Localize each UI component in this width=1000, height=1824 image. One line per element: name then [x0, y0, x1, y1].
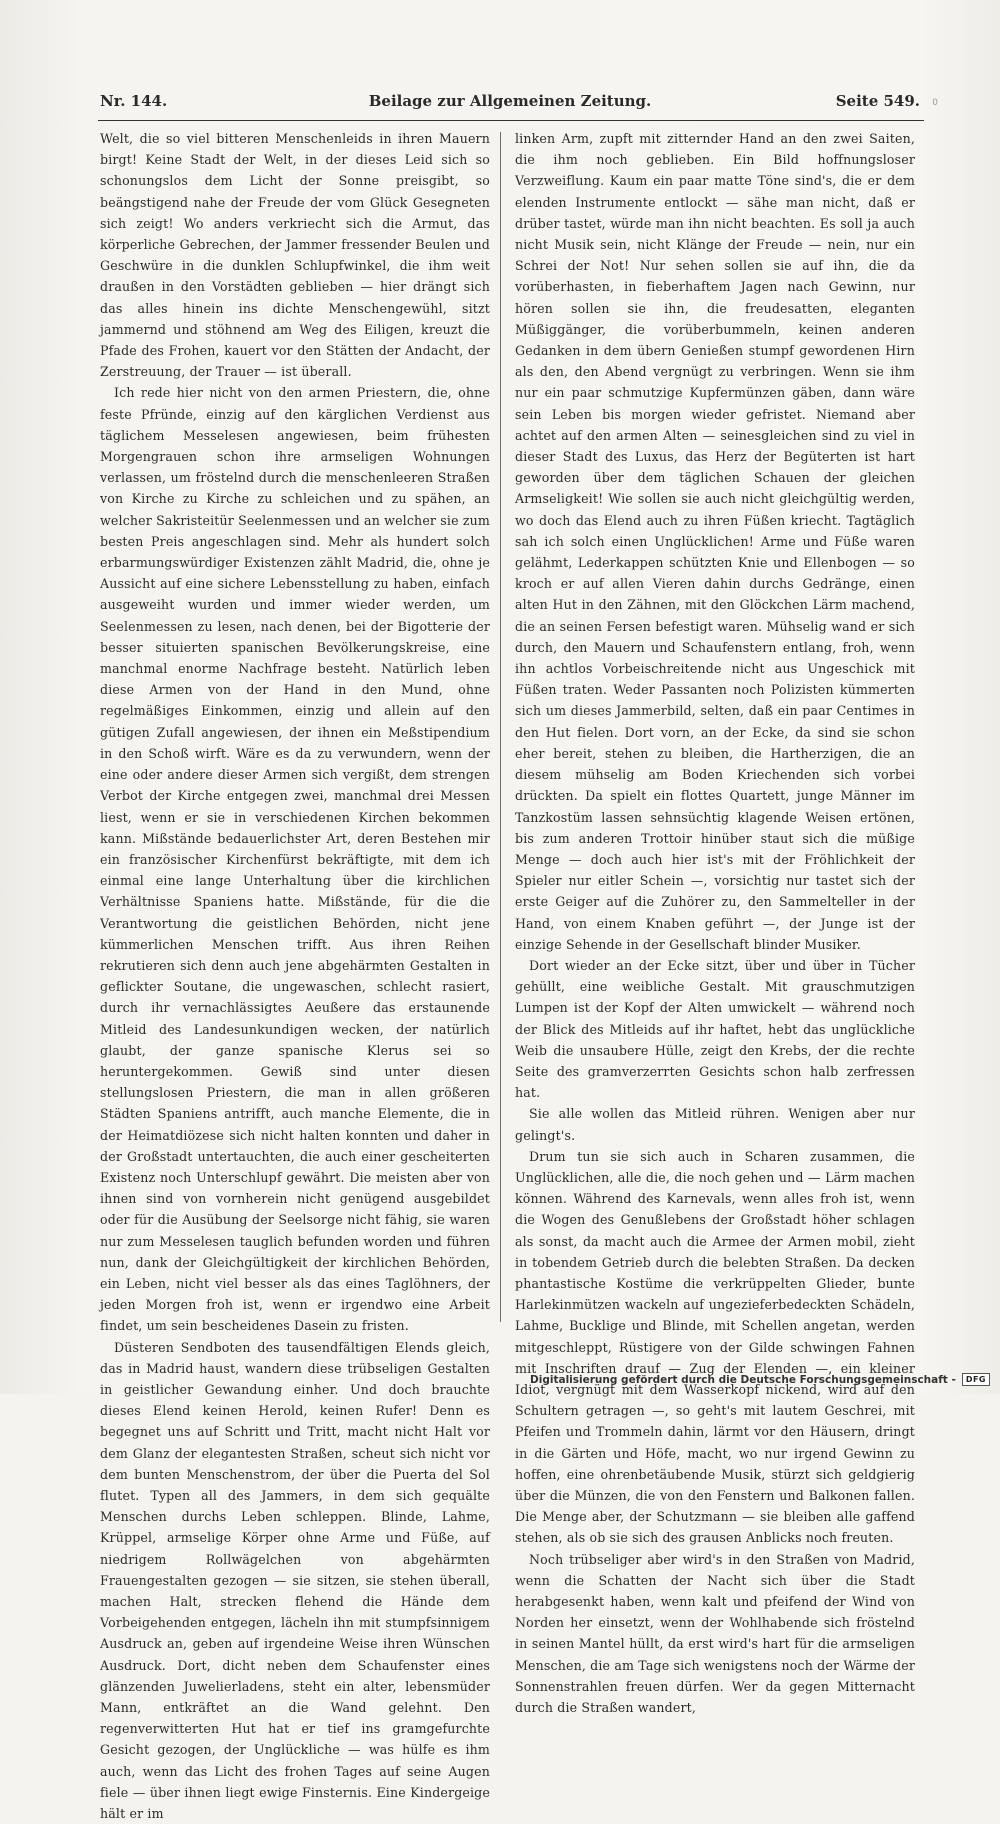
- issue-number: Nr. 144.: [100, 92, 168, 110]
- paragraph: Welt, die so viel bitteren Menschenleids in ihren Mauern birgt! Keine Stadt der Welt, in der dieses Leid sich so schonungslos dem Licht der Sonne preisgibt, so beängstigend nahe der Freude der vom Glück Gesegneten sich zeigt! Wo anders verkriecht sich die Armut, das körperliche Gebrechen, der Jammer fressender Beulen und Geschwüre in die dunklen Schlupfwinkel, die ihm weit draußen in den Vorstädten geblieben — hier drängt sich das alles hinein ins dichte Menschengewühl, sitzt jammernd und stöhnend am Weg des Eiligen, kreuzt die Pfade des Frohen, kauert vor den Stätten der Andacht, der Zerstreuung, der Trauer — ist überall.: [100, 131, 490, 380]
- left-column: [100, 128, 490, 1822]
- page-number: Seite 549.: [835, 92, 920, 110]
- digitization-footer: [530, 1373, 990, 1386]
- paragraph: Düsteren Sendboten des tausendfältigen Elends gleich, das in Madrid haust, wandern diese trübseligen Gestalten in geistlicher Gewandung einher. Und doch brauchte dieses Elend keinen Herold, keinen Rufer! Denn es begegnet uns auf Schritt und Tritt, macht nicht Halt vor dem Glanz der elegantesten Straßen, scheut sich nicht vor dem bunten Menschenstrom, der über die Puerta del Sol flutet. Typen all des Jammers, in dem sich gequälte Menschen durchs Leben schleppen. Blinde, Lahme, Krüppel, armselige Körper ohne Arme und Füße, auf niedrigem Rollwägelchen von abgehärmten Frauengestalten gezogen — sie sitzen, sie stehen überall, machen Halt, strecken flehend die Hände dem Vorbeigehenden entgegen, lächeln ihn mit stumpfsinnigem Ausdruck an, geben auf irgendeine Weise ihren Wünschen Ausdruck. Dort, dicht neben dem Schaufenster eines glänzenden Juwelierladens, steht ein alter, lebensmüder Mann, entkräftet an die Wand gelehnt. Den regenverwitterten Hut hat er tief ins gramgefurchte Gesicht gezogen, der Unglückliche — was hülfe es ihm auch, wenn das Licht des frohen Tages auf seine Augen fiele — über ihnen liegt ewige Finsternis. Eine Kindergeige hält er im: [100, 1339, 490, 1822]
- paragraph: Noch trübseliger aber wird's in den Straßen von Madrid, wenn die Schatten der Nacht sich über die Stadt herabgesenkt haben, wenn kalt und pfeifend der Wind von Norden her einsetzt, wenn der Wohlhabende sich fröstelnd in seinen Mantel hüllt, da erst wird's hart für die armseligen Menschen, die am Tage sich wenigstens noch der Wärme der Sonnenstrahlen freuen dürfen. Wer da gegen Mitternacht durch die Straßen wandert,: [515, 1551, 915, 1716]
- paragraph: Sie alle wollen das Mitleid rühren. Wenigen aber nur gelingt's.: [515, 1106, 915, 1143]
- supplement-title: Beilage zur Allgemeinen Zeitung.: [368, 92, 652, 110]
- page-mark: 0: [932, 98, 938, 108]
- footer-text: Digitalisierung gefördert durch die Deutsche Forschungsgemeinschaft -: [530, 1373, 956, 1386]
- column-divider: [500, 132, 501, 1322]
- page-header: [100, 92, 920, 122]
- paragraph: Dort wieder an der Ecke sitzt, über und über in Tücher gehüllt, eine weibliche Gestalt. Mit grauschmutzigen Lumpen ist der Kopf der Alten umwickelt — während noch der Blick des Mitleids auf ihr haftet, hebt das unglückliche Weib die unsaubere Hülle, zeigt den Krebs, der die rechte Seite des gramverzerrten Gesichts schon halb zerfressen hat.: [515, 957, 915, 1101]
- paragraph: Ich rede hier nicht von den armen Priestern, die, ohne feste Pfründe, einzig auf den kärglichen Verdienst aus täglichem Messelesen angewiesen, beim frühesten Morgengrauen schon ihre armseligen Wohnungen verlassen, um fröstelnd durch die menschenleeren Straßen von Kirche zu Kirche zu schleichen und zu spähen, an welcher Sakristeitür Seelenmessen und an welcher sie zum besten Preis angeschlagen sind. Mehr als hundert solch erbarmungswürdiger Existenzen zählt Madrid, die, ohne je Aussicht auf eine sichere Lebensstellung zu haben, einfach ausgeweiht wurden und immer wieder werden, um Seelenmessen zu lesen, nach denen, bei der Bigotterie der besser situierten spanischen Bevölkerungskreise, eine manchmal enorme Nachfrage besteht. Natürlich leben diese Armen von der Hand in den Mund, ohne regelmäßiges Einkommen, einzig und allein auf den gütigen Zufall angewiesen, der ihnen ein Meßstipendium in den Schoß wirft. Wäre es da zu verwundern, wenn der eine oder andere dieser Armen sich vergißt, dem strengen Verbot der Kirche entgegen zwei, manchmal drei Messen liest, wenn er sie in verschiedenen Kirchen bekommen kann. Mißstände bedauerlichster Art, deren Bestehen mir ein französischer Kirchenfürst bekräftigte, mit dem ich einmal eine lange Unterhaltung über die kirchlichen Verhältnisse Spaniens hatte. Mißstände, für die die Verantwortung die geistlichen Behörden, nicht jene kümmerlichen Menschen trifft. Aus ihren Reihen rekrutieren sich denn auch jene abgehärmten Gestalten in geflickter Soutane, die ungewaschen, schlecht rasiert, durch ihr vernachlässigtes Aeußere das erstaunende Mitleid des Landesunkundigen wecken, der natürlich glaubt, der ganze spanische Klerus sei so heruntergekommen. Gewiß sind unter diesen stellungslosen Priestern, die man in allen größeren Städten Spaniens antrifft, auch manche Elemente, die in der Heimatdiözese sich nicht halten konnten und daher in der Großstadt untertauchten, die auch einer gescheiterten Existenz noch Unterschlupf gewährt. Die meisten aber von ihnen sind von vornherein nicht genügend ausgebildet oder für die Ausübung der Seelsorge nicht fähig, sie waren nur zum Messelesen tauglich befunden worden und führen nun, dank der Gleichgültigkeit der kirchlichen Behörden, ein Leben, nicht viel besser als das eines Taglöhners, der jeden Morgen froh ist, wenn er irgendwo eine Arbeit findet, um sein bescheidenes Dasein zu fristen.: [100, 385, 490, 1334]
- paragraph: Drum tun sie sich auch in Scharen zusammen, die Unglücklichen, alle die, die noch gehen und — Lärm machen können. Während des Karnevals, wenn alles froh ist, wenn die Wogen des Genußlebens der Großstadt höher schlagen als sonst, da macht auch die Armee der Armen mobil, zieht in tobendem Getrieb durch die belebten Straßen. Da decken phantastische Kostüme die verkrüppelten Glieder, bunte Harlekinmützen wackeln auf ungezieferbedeckten Schädeln, Lahme, Bucklige und Blinde, mit Schellen angetan, werden mitgeschleppt, Rüstigere von der Gilde schwingen Fahnen mit Inschriften drauf — Zug der Elenden —, ein kleiner Idiot, vergnügt mit dem Wasserkopf nickend, wird auf den Schultern getragen —, so geht's mit lautem Geschrei, mit Pfeifen und Trommeln dahin, lärmt vor den Häusern, dringt in die Gärten und Höfe, macht, wo nur irgend Gewinn zu hoffen, eine ohrenbetäubende Musik, stürzt sich geldgierig über die Münzen, die von den Fenstern und Balkonen fallen. Die Menge aber, der Schutzmann — sie bleiben alle gaffend stehen, als ob sie sich des grausen Anblicks noch freuten.: [515, 1148, 915, 1546]
- dfg-logo-icon: DFG: [962, 1373, 990, 1386]
- paragraph: linken Arm, zupft mit zitternder Hand an den zwei Saiten, die ihm noch geblieben. Ein Bild hoffnungsloser Verzweiflung. Kaum ein paar matte Töne sind's, die er dem elenden Instrumente entlockt — sähe man nicht, daß er drüber tastet, würde man ihn nicht beachten. Es soll ja auch nicht Musik sein, nicht Klänge der Freude — nein, nur ein Schrei der Not! Nur sehen sollen sie auf ihn, die da vorüberhasten, in fieberhaftem Jagen nach Gewinn, nur hören sollen sie ihn, die freudesatten, eleganten Müßiggänger, die vorüberbummeln, keinen anderen Gedanken in dem übern Genießen stumpf gewordenen Hirn als den, den Abend vergnügt zu verbringen. Wenn sie ihm nur ein paar schmutzige Kupfermünzen gäben, dann wäre sein Leben bis morgen wieder gefristet. Niemand aber achtet auf den armen Alten — seinesgleichen sind zu viel in dieser Stadt des Luxus, das Herz der Begüterten ist hart geworden über dem täglichen Schauen der gleichen Armseligkeit! Wie sollen sie auch nicht gleichgültig werden, wo doch das Elend auch zu ihren Füßen kriecht. Tagtäglich sah ich solch einen Unglücklichen! Arme und Füße waren gelähmt, Lederkappen schützten Knie und Ellenbogen — so kroch er auf allen Vieren dahin durchs Gedränge, einen alten Hut in den Zähnen, mit den Glöckchen Lärm machend, die an seinen Fersen befestigt waren. Mühselig wand er sich durch, den Mauern und Schaufenstern entlang, froh, wenn ihn achtlos Vorbeischreitende nicht aus Ungeschick mit Füßen traten. Weder Passanten noch Polizisten kümmerten sich um dieses Jammerbild, selten, daß ein paar Centimes in den Hut fielen. Dort vorn, an der Ecke, da sind sie schon eher bereit, stehen zu bleiben, die Hartherzigen, die an diesem mühselig am Boden Kriechenden sich vorbei drückten. Da spielt ein flottes Quartett, junge Männer im Tanzkostüm lassen sehnsüchtig klagende Weisen ertönen, bis zum anderen Trottoir hinüber staut sich die müßige Menge — doch auch hier ist's mit der Fröhlichkeit der Spieler nur eitler Schein —, vorsichtig nur tastet sich der erste Geiger auf die Zuhörer zu, den Sammelteller in der Hand, von einem Knaben geführt —, der Junge ist der einzige Sehende in der Gesellschaft blinder Musiker.: [515, 131, 915, 952]
- header-rule: [98, 120, 924, 121]
